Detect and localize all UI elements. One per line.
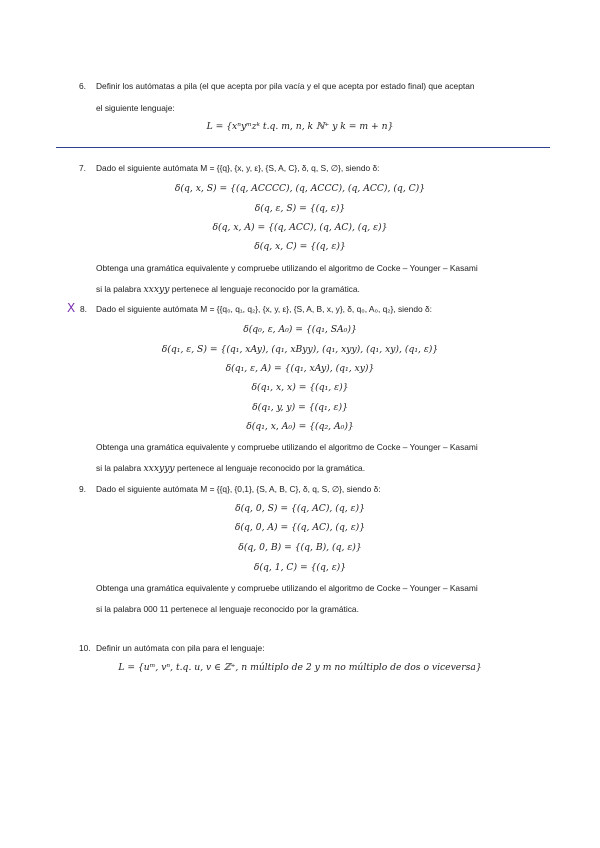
question-8-task-prefix: si la palabra [96,463,142,473]
question-7-task-prefix: si la palabra [96,284,142,294]
question-10-equation: L = {uᵐ, vⁿ, t.q. u, v ∈ ℤ⁺, n múltiplo de 2 y m no múltiplo de dos o viceversa} [118,662,482,673]
question-9-transition-1: δ(q, 0, S) = {(q, AC), (q, ε)} [235,503,365,514]
section-divider [56,147,550,148]
question-8-task-suffix: pertenece al lenguaje reconocido por la gramática. [176,463,366,473]
question-7-transition-4: δ(q, x, C) = {(q, ε)} [254,241,346,252]
question-7-number: 7. [79,163,86,173]
question-10-number: 10. [79,643,91,653]
question-9-task-line1: Obtenga una gramática equivalente y compruebe utilizando el algoritmo de Cocke – Younger – Kasami [96,583,478,593]
question-9-word: 000 11 [143,604,169,614]
question-9-intro: Dado el siguiente autómata M = {{q}, {0,1}, {S, A, B, C}, δ, q, S, ∅}, siendo δ: [96,484,381,494]
question-7-task-suffix: pertenece al lenguaje reconocido por la gramática. [171,284,360,294]
question-9-transition-2: δ(q, 0, A) = {(q, AC), (q, ε)} [234,522,366,533]
x-mark-icon: X [67,301,76,315]
question-9-number: 9. [79,484,86,494]
question-6-text-line2: el siguiente lenguaje: [96,103,175,113]
question-8-transition-6: δ(q₁, x, A₀) = {(q₂, A₀)} [246,421,354,432]
question-6-number: 6. [79,81,86,91]
question-9-transition-4: δ(q, 1, C) = {(q, ε)} [253,562,347,573]
question-7-transition-1: δ(q, x, S) = {(q, ACCCC), (q, ACCC), (q, ACC), (q, C)} [174,183,426,194]
question-8-transition-4: δ(q₁, x, x) = {(q₁, ε)} [251,382,349,393]
question-7-intro: Dado el siguiente autómata M = {{q}, {x, y, ε}, {S, A, C}, δ, q, S, ∅}, siendo δ: [96,163,380,173]
question-8-word: xxxyyy [143,463,175,474]
question-8-task-line2 [96,463,365,474]
question-8-transition-2: δ(q₁, ε, S) = {(q₁, xAy), (q₁, xByy), (q₁, xyy), (q₁, xy), (q₁, ε)} [161,344,439,355]
question-6-text-line1: Definir los autómatas a pila (el que acepta por pila vacía y el que acepta por estado final) que aceptan [96,81,475,91]
question-8-transition-1: δ(q₀, ε, A₀) = {(q₁, SA₀)} [243,324,357,335]
question-8-transition-5: δ(q₁, y, y) = {(q₁, ε)} [252,402,348,413]
question-8-number: 8. [80,304,87,314]
question-8-task-line1: Obtenga una gramática equivalente y compruebe utilizando el algoritmo de Cocke – Younger – Kasami [96,442,478,452]
question-8-intro: Dado el siguiente autómata M = {{q₀, q₁, q₂}, {x, y, ε}, {S, A, B, x, y}, δ, q₀, A₀, q₂}, siendo δ: [96,304,432,314]
question-7-transition-3: δ(q, x, A) = {(q, ACC), (q, AC), (q, ε)} [212,222,388,233]
question-9-transition-3: δ(q, 0, B) = {(q, B), (q, ε)} [238,542,362,553]
question-7-task-line1: Obtenga una gramática equivalente y compruebe utilizando el algoritmo de Cocke – Younger – Kasami [96,263,478,273]
question-9-task-prefix: si la palabra [96,604,142,614]
question-7-task-line2 [96,284,360,295]
question-9-task-suffix: pertenece al lenguaje reconocido por la gramática. [170,604,359,614]
question-8-transition-3: δ(q₁, ε, A) = {(q₁, xAy), (q₁, xy)} [225,363,375,374]
question-7-word: xxxyy [143,284,170,295]
question-7-transition-2: δ(q, ε, S) = {(q, ε)} [254,203,346,214]
question-9-task-line2 [96,604,359,614]
question-10-text: Definir un autómata con pila para el lenguaje: [96,643,265,653]
question-6-equation: L = {xⁿyᵐzᵏ t.q. m, n, k ℕ⁺ y k = m + n} [206,121,394,132]
